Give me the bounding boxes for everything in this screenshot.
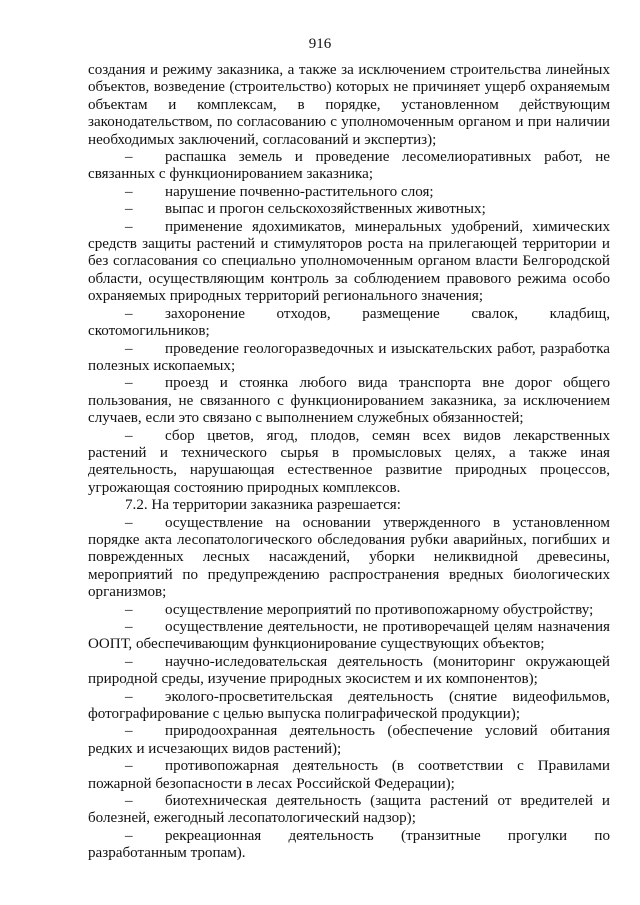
list-item: – осуществление мероприятий по противопожарному обустройству; bbox=[125, 601, 594, 618]
dash-marker: – bbox=[125, 793, 133, 810]
dash-marker: – bbox=[125, 758, 133, 775]
list-item: – выпас и прогон сельскохозяйственных животных; bbox=[125, 201, 486, 218]
list-item: – биотехническая деятельность (защита растений от вредителей и болезней, ежегодный лесопатологический надзор); bbox=[88, 793, 610, 827]
page-number: 916 bbox=[308, 36, 332, 52]
dash-marker: – bbox=[125, 427, 133, 444]
dash-marker: – bbox=[125, 723, 133, 740]
list-item: – распашка земель и проведение лесомелиоративных работ, не связанных с функционированием заказника; bbox=[88, 149, 610, 183]
list-item: – научно-иследовательская деятельность (мониторинг окружающей природной среды, изучение природных экосистем и их компонентов); bbox=[88, 653, 610, 688]
dash-marker: – bbox=[125, 601, 133, 618]
dash-marker: – bbox=[125, 340, 133, 357]
list-item: – природоохранная деятельность (обеспечение условий обитания редких и исчезающих видов растений); bbox=[88, 723, 610, 757]
list-item: – применение ядохимикатов, минеральных удобрений, химических средств защиты растений и стимуляторов роста на прилегающей территории и без согласования со специально уполномоченным органом власти Белгородской области, осуществляющим контроль за соблюдением правового режима особо охраняемых природных территорий регионального значения; bbox=[88, 218, 610, 305]
list-item: – осуществление деятельности, не противоречащей целям назначения ООПТ, обеспечивающим функционирование существующих объектов; bbox=[88, 619, 610, 653]
intro-paragraph: создания и режиму заказника, а также за исключением строительства линейных объектов, возведение (строительство) которых не причиняет ущерб охраняемым объектам и комплексам, в порядке, установленном действующим законодательством, по согласованию с уполномоченным органом и при наличии необходимых заключений, согласований и экспертиз); bbox=[88, 62, 610, 148]
dash-marker: – bbox=[125, 149, 133, 166]
section-heading: 7.2. На территории заказника разрешается: bbox=[125, 497, 401, 514]
dash-marker: – bbox=[125, 619, 133, 635]
list-item: – захоронение отходов, размещение свалок, кладбищ, скотомогильников; bbox=[88, 305, 610, 340]
document-body bbox=[88, 62, 610, 863]
list-item: – противопожарная деятельность (в соответствии с Правилами пожарной безопасности в лесах Российской Федерации); bbox=[88, 758, 610, 792]
allowed-list bbox=[88, 515, 610, 863]
prohibited-list bbox=[88, 149, 610, 497]
list-item: – проведение геологоразведочных и изыскательских работ, разработка полезных ископаемых; bbox=[88, 340, 610, 374]
dash-marker: – bbox=[125, 688, 133, 705]
dash-marker: – bbox=[125, 183, 133, 200]
dash-marker: – bbox=[125, 653, 133, 670]
list-item: – эколого-просветительская деятельность (снятие видеофильмов, фотографирование с целью выпуска полиграфической продукции); bbox=[88, 688, 610, 723]
dash-marker: – bbox=[125, 514, 133, 531]
dash-marker: – bbox=[125, 827, 133, 844]
list-item: – осуществление на основании утвержденного в установленном порядке акта лесопатологического обследования рубки аварийных, погибших и поврежденных лесных насаждений, уборки неликвидной древесины, мероприятий по предупреждению распространения вредных биологических организмов; bbox=[88, 514, 610, 601]
list-item: – рекреационная деятельность (транзитные прогулки по разработанным тропам). bbox=[88, 827, 610, 862]
dash-marker: – bbox=[125, 375, 133, 392]
dash-marker: – bbox=[125, 305, 133, 322]
list-item: – сбор цветов, ягод, плодов, семян всех видов лекарственных растений и технического сырья в промысловых целях, а также иная деятельность, нарушающая естественное развитие природных процессов, угрожающая состоянию природных комплексов. bbox=[88, 427, 610, 496]
list-item: – проезд и стоянка любого вида транспорта вне дорог общего пользования, не связанного с функционированием заказника, за исключением случаев, если это связано с выполнением служебных обязанностей; bbox=[88, 375, 610, 427]
dash-marker: – bbox=[125, 218, 133, 235]
list-item: – нарушение почвенно-растительного слоя; bbox=[125, 183, 434, 200]
dash-marker: – bbox=[125, 201, 133, 218]
